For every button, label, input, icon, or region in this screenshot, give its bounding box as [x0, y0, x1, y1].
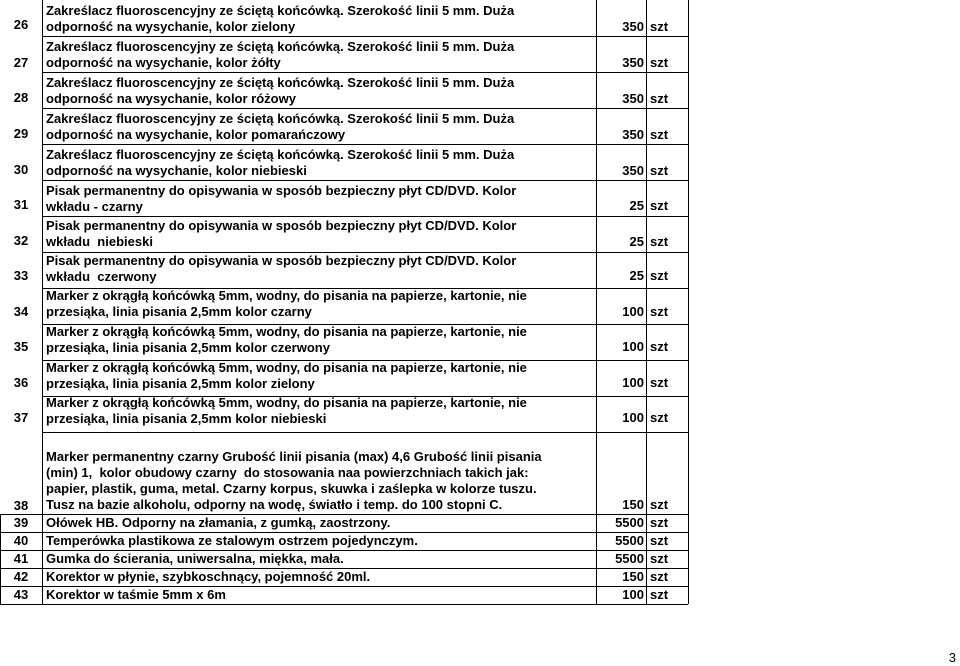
description-line: Zakreślacz fluoroscencyjny ze ściętą końcówką. Szerokość linii 5 mm. Duża: [46, 147, 515, 162]
unit: szt: [650, 55, 669, 70]
description-line: Marker z okrągłą końcówką 5mm, wodny, do pisania na papierze, kartonie, nie: [46, 324, 527, 339]
description-line: Tusz na bazie alkoholu, odporny na wodę, światło i temp. do 100 stopni C.: [46, 497, 503, 512]
item-description: [46, 218, 594, 250]
unit: szt: [650, 268, 669, 283]
quantity: 150: [622, 569, 644, 584]
unit: szt: [650, 533, 669, 548]
item-description: [46, 288, 594, 320]
description-line: papier, plastik, guma, metal. Czarny korpus, skuwka i zaślepka w kolorze tuszu.: [46, 481, 537, 496]
description-line: (min) 1, kolor obudowy czarny do stosowania naa powierzchniach takich jak:: [46, 465, 529, 480]
description-line: odporność na wysychanie, kolor pomarańczowy: [46, 127, 346, 142]
quantity: 5500: [615, 515, 644, 530]
description-line: Pisak permanentny do opisywania w sposób bezpieczny płyt CD/DVD. Kolor: [46, 253, 517, 268]
unit: szt: [650, 587, 669, 602]
row-number: 26: [13, 17, 29, 32]
quantity: 350: [622, 163, 644, 178]
row-number: 43: [13, 587, 29, 602]
unit: szt: [650, 497, 669, 512]
quantity: 100: [622, 587, 644, 602]
row-number: 30: [13, 162, 29, 177]
quantity: 350: [622, 19, 644, 34]
unit: szt: [650, 127, 669, 142]
item-description: [46, 111, 594, 143]
quantity: 5500: [615, 533, 644, 548]
row-number: 37: [13, 410, 29, 425]
quantity: 5500: [615, 551, 644, 566]
description-line: odporność na wysychanie, kolor zielony: [46, 19, 296, 34]
description-line: odporność na wysychanie, kolor różowy: [46, 91, 296, 106]
quantity: 350: [622, 91, 644, 106]
item-description: [46, 360, 594, 392]
unit: szt: [650, 551, 669, 566]
quantity: 25: [629, 268, 644, 283]
unit: szt: [650, 91, 669, 106]
item-description: Temperówka plastikowa ze stalowym ostrzem pojedynczym.: [46, 533, 418, 548]
row-number: 27: [13, 55, 29, 70]
quantity: 100: [622, 375, 644, 390]
row-number: 31: [13, 197, 29, 212]
item-description: [46, 183, 594, 215]
item-description: [46, 147, 594, 179]
unit: szt: [650, 569, 669, 584]
row-number: 35: [13, 339, 29, 354]
unit: szt: [650, 515, 669, 530]
row-number: 34: [13, 304, 29, 319]
description-line: Pisak permanentny do opisywania w sposób bezpieczny płyt CD/DVD. Kolor: [46, 183, 517, 198]
description-line: Marker z okrągłą końcówką 5mm, wodny, do pisania na papierze, kartonie, nie: [46, 395, 527, 410]
column-divider: [0, 514, 1, 604]
quantity: 100: [622, 304, 644, 319]
row-divider: [42, 216, 688, 217]
item-description: [46, 395, 594, 427]
description-line: Marker z okrągłą końcówką 5mm, wodny, do pisania na papierze, kartonie, nie: [46, 360, 527, 375]
description-line: przesiąka, linia pisania 2,5mm kolor czerwony: [46, 340, 330, 355]
description-line: przesiąka, linia pisania 2,5mm kolor niebieski: [46, 411, 327, 426]
row-divider: [42, 432, 688, 433]
row-number: 32: [13, 233, 29, 248]
item-description: [46, 449, 594, 513]
description-line: przesiąka, linia pisania 2,5mm kolor zielony: [46, 376, 315, 391]
row-number: 36: [13, 375, 29, 390]
unit: szt: [650, 234, 669, 249]
item-description: Ołówek HB. Odporny na złamania, z gumką, zaostrzony.: [46, 515, 391, 530]
description-line: Zakreślacz fluoroscencyjny ze ściętą końcówką. Szerokość linii 5 mm. Duża: [46, 39, 515, 54]
row-divider: [0, 604, 688, 605]
row-divider: [42, 144, 688, 145]
item-description: [46, 75, 594, 107]
unit: szt: [650, 304, 669, 319]
item-description: [46, 3, 594, 35]
description-line: Marker z okrągłą końcówką 5mm, wodny, do pisania na papierze, kartonie, nie: [46, 288, 527, 303]
unit: szt: [650, 163, 669, 178]
item-description: Korektor w taśmie 5mm x 6m: [46, 587, 226, 602]
description-line: Zakreślacz fluoroscencyjny ze ściętą końcówką. Szerokość linii 5 mm. Duża: [46, 3, 515, 18]
item-description: [46, 324, 594, 356]
description-line: wkładu niebieski: [46, 234, 153, 249]
unit: szt: [650, 198, 669, 213]
quantity: 25: [629, 234, 644, 249]
row-number: 42: [13, 569, 29, 584]
description-line: Zakreślacz fluoroscencyjny ze ściętą końcówką. Szerokość linii 5 mm. Duża: [46, 75, 515, 90]
page-number: 3: [948, 650, 956, 665]
quantity: 150: [622, 497, 644, 512]
row-number: 39: [13, 515, 29, 530]
row-divider: [42, 72, 688, 73]
row-divider: [42, 36, 688, 37]
item-description: Gumka do ścierania, uniwersalna, miękka, mała.: [46, 551, 344, 566]
description-line: Marker permanentny czarny Grubość linii pisania (max) 4,6 Grubość linii pisania: [46, 449, 542, 464]
description-line: Pisak permanentny do opisywania w sposób bezpieczny płyt CD/DVD. Kolor: [46, 218, 517, 233]
row-number: 40: [13, 533, 29, 548]
row-number: 41: [13, 551, 29, 566]
row-number: 29: [13, 126, 29, 141]
quantity: 350: [622, 127, 644, 142]
description-line: odporność na wysychanie, kolor niebieski: [46, 163, 307, 178]
unit: szt: [650, 410, 669, 425]
description-line: wkładu - czarny: [46, 199, 143, 214]
column-divider: [688, 0, 689, 604]
row-divider: [42, 180, 688, 181]
unit: szt: [650, 375, 669, 390]
description-line: przesiąka, linia pisania 2,5mm kolor czarny: [46, 304, 312, 319]
item-description: Korektor w płynie, szybkoschnący, pojemność 20ml.: [46, 569, 371, 584]
description-line: odporność na wysychanie, kolor żółty: [46, 55, 281, 70]
item-description: [46, 253, 594, 285]
item-description: [46, 39, 594, 71]
row-number: 38: [13, 498, 29, 513]
unit: szt: [650, 19, 669, 34]
row-divider: [42, 108, 688, 109]
quantity: 350: [622, 55, 644, 70]
row-number: 33: [13, 268, 29, 283]
row-number: 28: [13, 90, 29, 105]
description-line: wkładu czerwony: [46, 269, 157, 284]
quantity: 100: [622, 339, 644, 354]
quantity: 25: [629, 198, 644, 213]
description-line: Zakreślacz fluoroscencyjny ze ściętą końcówką. Szerokość linii 5 mm. Duża: [46, 111, 515, 126]
quantity: 100: [622, 410, 644, 425]
unit: szt: [650, 339, 669, 354]
